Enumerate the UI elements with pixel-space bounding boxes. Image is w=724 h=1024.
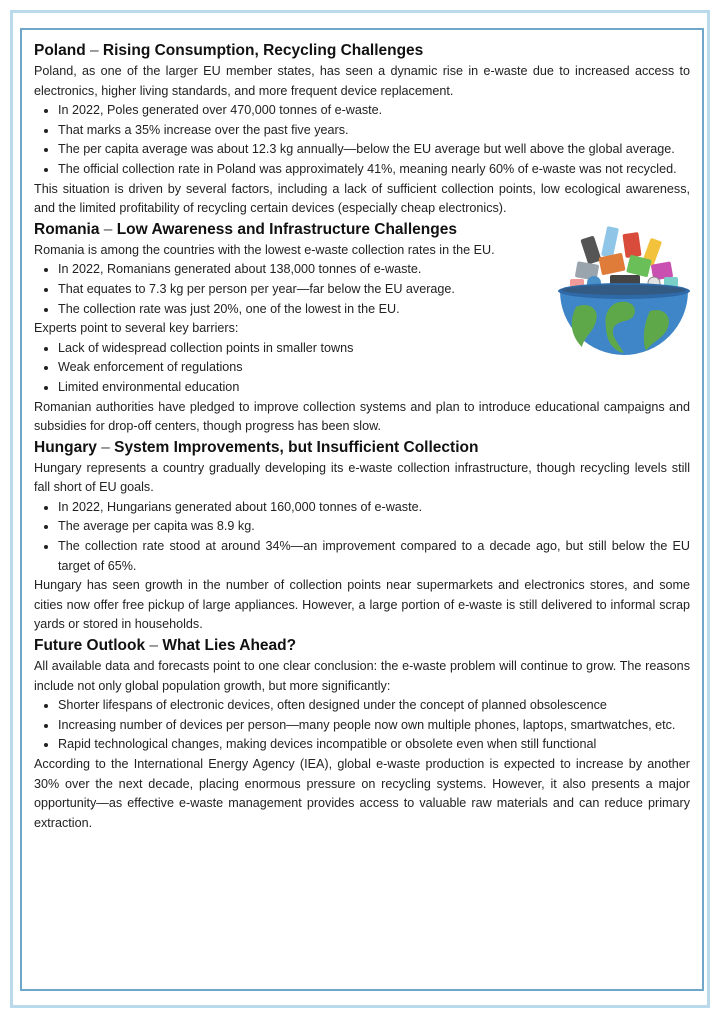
intro-paragraph: All available data and forecasts point to one clear conclusion: the e-waste problem will continue to grow. The reasons include not only global population growth, but more significantly: xyxy=(34,659,690,693)
outro-paragraph: According to the International Energy Agency (IEA), global e-waste production is expected to increase by another 30% over the next decade, placing enormous pressure on recycling systems. However, it also presents a major opportunity—as effective e-waste management provides access to valuable raw materials and can reduce primary extraction. xyxy=(34,757,690,830)
bullet-list xyxy=(34,696,690,755)
device-pile xyxy=(570,226,678,290)
heading-title: What Lies Ahead? xyxy=(162,637,297,655)
section-future-outlook xyxy=(34,635,690,833)
section-heading xyxy=(34,635,690,657)
heading-country: Future Outlook xyxy=(34,637,146,655)
section-hungary xyxy=(34,437,690,635)
heading-title: Rising Consumption, Recycling Challenges xyxy=(102,42,424,59)
section-poland xyxy=(34,40,690,219)
list-item: • In 2022, Hungarians generated about 160,000 tonnes of e-waste. xyxy=(58,498,690,518)
heading-country: Poland xyxy=(34,42,86,59)
heading-title: Low Awareness and Infrastructure Challenges xyxy=(116,220,457,238)
list-item: • Rapid technological changes, making devices incompatible or obsolete even when still functional xyxy=(58,735,690,755)
outro-paragraph: Romanian authorities have pledged to improve collection systems and plan to introduce educational campaigns and subsidies for drop-off centers, though progress has been slow. xyxy=(34,399,690,434)
globe-bowl xyxy=(558,283,690,355)
list-item: • In 2022, Poles generated over 470,000 tonnes of e-waste. xyxy=(58,101,690,121)
list-item: • That equates to 7.3 kg per person per year—far below the EU average. xyxy=(58,280,690,300)
outro-paragraph: Hungary has seen growth in the number of collection points near supermarkets and electronics stores, and some cities now offer free pickup of large appliances. However, a large portion of e-waste is still delivered to informal scrap yards or stored in households. xyxy=(34,578,690,632)
list-item: • The per capita average was about 12.3 kg annually—below the EU average but well above the global average. xyxy=(58,140,690,160)
heading-dash: – xyxy=(149,637,159,655)
heading-country: Hungary xyxy=(34,438,97,456)
outro-paragraph: This situation is driven by several factors, including a lack of sufficient collection points, low ecological awareness, and the limited profitability of recycling certain devices (especially cheap electronics). xyxy=(34,181,690,216)
section-heading xyxy=(34,437,690,459)
heading-title: System Improvements, but Insufficient Collection xyxy=(114,438,479,456)
list-item: • The collection rate stood at around 34%—an improvement compared to a decade ago, but still below the EU target of 65%. xyxy=(58,537,690,576)
intro-paragraph: Romania is among the countries with the lowest e-waste collection rates in the EU. xyxy=(34,242,495,257)
list-item: • The average per capita was 8.9 kg. xyxy=(58,517,690,537)
list-item: • Shorter lifespans of electronic devices, often designed under the concept of planned obsolescence xyxy=(58,696,690,716)
intro-paragraph: Hungary represents a country gradually developing its e-waste collection infrastructure, though recycling levels still fall short of EU goals. xyxy=(34,460,690,495)
list-item: • In 2022, Romanians generated about 138,000 tonnes of e-waste. xyxy=(58,260,690,280)
list-item: • The collection rate was just 20%, one of the lowest in the EU. xyxy=(58,300,690,320)
intro-paragraph: Poland, as one of the larger EU member states, has seen a dynamic rise in e-waste due to increased access to electronics, higher living standards, and more frequent device replacement. xyxy=(34,64,690,98)
globe-ewaste-bowl-icon xyxy=(554,219,694,391)
list-item: • Increasing number of devices per person—many people now own multiple phones, laptops, smartwatches, etc. xyxy=(58,716,690,736)
section-heading xyxy=(34,40,690,62)
heading-dash: – xyxy=(89,42,99,59)
heading-dash: – xyxy=(101,438,110,456)
section-romania xyxy=(34,219,690,437)
page-content xyxy=(20,28,704,991)
bullet-list xyxy=(34,498,690,576)
list-item: • Lack of widespread collection points in smaller towns xyxy=(58,339,690,359)
bullet-list xyxy=(34,101,690,179)
heading-dash: – xyxy=(103,220,113,238)
list-item: • Weak enforcement of regulations xyxy=(58,358,690,378)
list-item: • The official collection rate in Poland was approximately 41%, meaning nearly 60% of e-waste was not recycled. xyxy=(58,160,690,180)
list-item: • Limited environmental education xyxy=(58,378,690,398)
barriers-intro: Experts point to several key barriers: xyxy=(34,321,239,336)
heading-country: Romania xyxy=(34,220,100,238)
list-item: • That marks a 35% increase over the past five years. xyxy=(58,121,690,141)
